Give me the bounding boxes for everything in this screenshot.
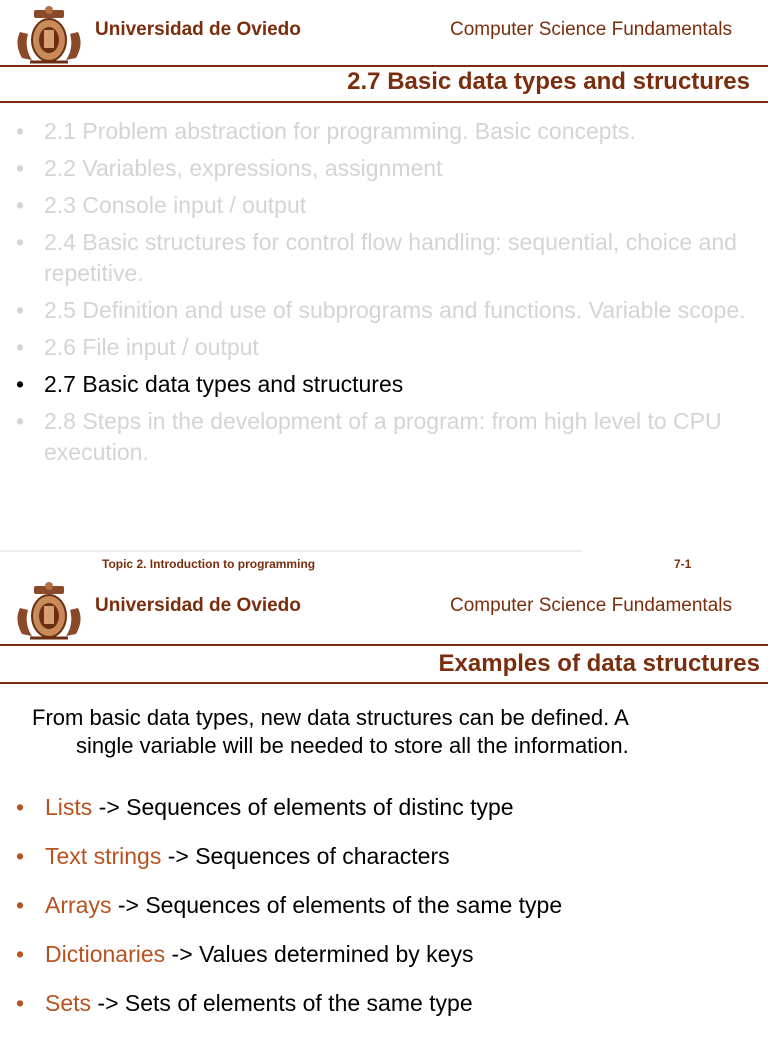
agenda-list — [10, 116, 755, 474]
list-item — [10, 890, 760, 921]
item-desc: -> Sequences of elements of distinc type — [92, 794, 514, 820]
item-term: Arrays — [45, 892, 112, 918]
list-item — [10, 939, 760, 970]
bullet-dot: • — [16, 155, 25, 181]
item-desc: -> Values determined by keys — [165, 941, 474, 967]
slide-title: 2.7 Basic data types and structures — [347, 68, 750, 95]
item-desc: -> Sets of elements of the same type — [91, 990, 473, 1016]
bullet-dot: • — [16, 794, 25, 820]
page-number: 7-1 — [674, 557, 692, 571]
university-name: Universidad de Oviedo — [95, 19, 301, 40]
list-item — [10, 988, 760, 1019]
bullet-dot: • — [16, 297, 25, 323]
slide-title: Examples of data structures — [438, 650, 760, 677]
item-term: Text strings — [45, 843, 162, 869]
list-item — [10, 841, 760, 872]
course-name: Computer Science Fundamentals — [450, 19, 732, 40]
bullet-dot: • — [16, 941, 25, 967]
agenda-item: • 2.1 Problem abstraction for programming. Basic concepts. — [10, 116, 755, 147]
title-divider — [0, 101, 768, 103]
header-divider — [0, 644, 768, 646]
bullet-dot: • — [16, 990, 25, 1016]
agenda-item: • 2.4 Basic structures for control flow handling: sequential, choice and repetitive. — [16, 229, 737, 286]
bullet-dot: • — [16, 334, 25, 360]
title-divider — [0, 682, 768, 684]
item-term: Dictionaries — [45, 941, 166, 967]
university-name: Universidad de Oviedo — [95, 595, 301, 616]
bullet-dot: • — [16, 843, 25, 869]
examples-list — [10, 792, 760, 1037]
item-term: Lists — [45, 794, 93, 820]
footer-topic: Topic 2. Introduction to programming — [102, 557, 316, 571]
agenda-item: • 2.5 Definition and use of subprograms and functions. Variable scope. — [10, 295, 755, 326]
item-desc: -> Sequences of elements of the same type — [111, 892, 563, 918]
bullet-dot: • — [16, 408, 25, 434]
bullet-dot: • — [16, 371, 25, 397]
agenda-item: • 2.3 Console input / output — [10, 190, 755, 221]
agenda-item: • 2.6 File input / output — [10, 332, 755, 363]
intro-paragraph — [32, 704, 752, 760]
bullet-dot: • — [16, 118, 25, 144]
agenda-item-current: • 2.7 Basic data types and structures — [10, 369, 755, 400]
header-divider — [0, 65, 768, 67]
university-crest-icon — [10, 580, 88, 642]
item-desc: -> Sequences of characters — [161, 843, 450, 869]
bullet-dot: • — [16, 892, 25, 918]
agenda-item: • 2.2 Variables, expressions, assignment — [10, 153, 755, 184]
bullet-dot: • — [16, 192, 25, 218]
footer-divider — [0, 550, 582, 552]
bullet-dot: • — [16, 229, 25, 255]
university-crest-icon — [10, 4, 88, 66]
list-item — [10, 792, 760, 823]
slide-data-structures — [0, 576, 768, 1024]
intro-line-1: From basic data types, new data structures can be defined. A — [32, 705, 629, 730]
agenda-item: • 2.8 Steps in the development of a program: from high level to CPU execution. — [16, 408, 722, 465]
intro-line-2: single variable will be needed to store all the information. — [76, 733, 629, 758]
course-name: Computer Science Fundamentals — [450, 595, 732, 616]
item-term: Sets — [45, 990, 92, 1016]
